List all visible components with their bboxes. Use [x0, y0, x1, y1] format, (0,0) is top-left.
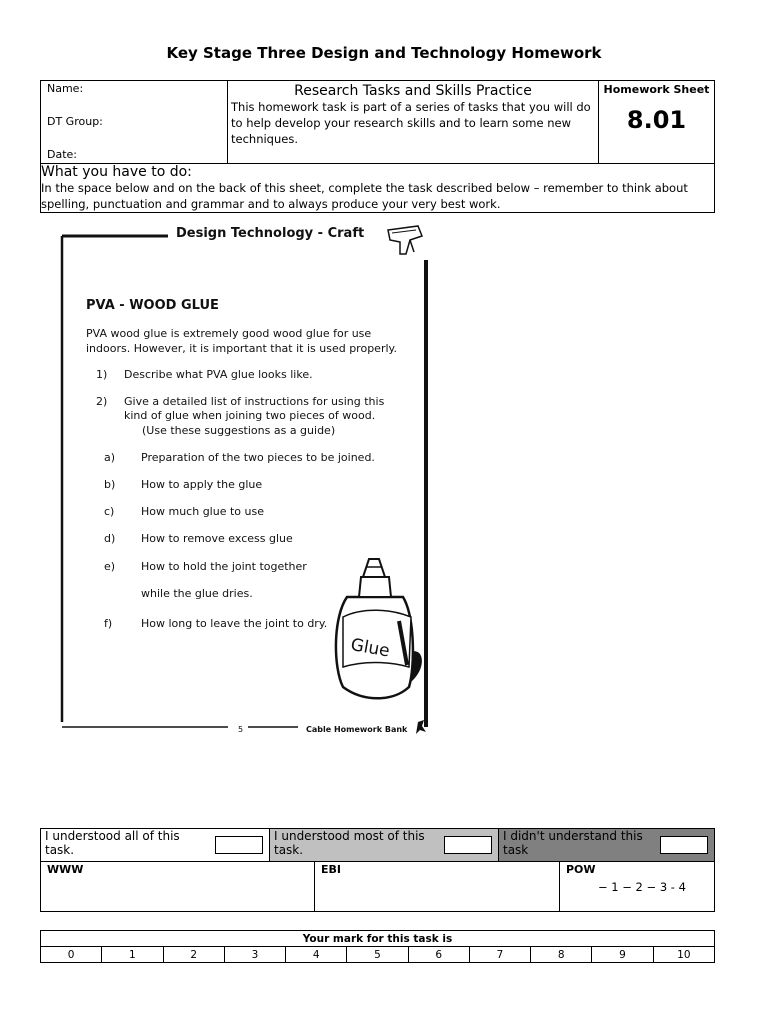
worksheet-image: [48, 222, 438, 742]
guide-item-letter: a): [104, 451, 116, 464]
mark-option[interactable]: 0: [41, 947, 102, 963]
guide-item-text: Preparation of the two pieces to be joined.: [141, 451, 375, 464]
task-info-cell: [228, 81, 599, 164]
guide-item-text: How long to leave the joint to dry.: [141, 617, 328, 630]
task-title: Research Tasks and Skills Practice: [294, 83, 532, 99]
sheet-number-cell: [599, 81, 715, 164]
pow-label: POW: [566, 863, 596, 876]
dt-group-field[interactable]: DT Group:: [47, 115, 103, 128]
sheet-label: Homework Sheet: [603, 83, 710, 96]
header-table: [40, 80, 715, 213]
guide-item-text: How to remove excess glue: [141, 532, 293, 545]
page-number: 5: [238, 725, 244, 734]
instructions-body: In the space below and on the back of this sheet, complete the task described below – remember to think about spelling, punctuation and grammar and to always produce your very best work.: [41, 181, 688, 211]
mark-option[interactable]: 10: [653, 947, 714, 963]
intro-line-1: PVA wood glue is extremely good wood glue for use: [86, 327, 372, 340]
q2-line-3: (Use these suggestions as a guide): [142, 424, 336, 437]
guide-item-letter: c): [104, 505, 115, 518]
ebi-cell[interactable]: [315, 862, 560, 912]
name-field[interactable]: Name:: [47, 82, 84, 95]
mark-option[interactable]: 1: [102, 947, 163, 963]
guide-item-letter: d): [104, 532, 116, 545]
understood-most-label: I understood most of this task.: [274, 829, 425, 857]
guide-item-letter: f): [104, 617, 113, 630]
student-fields-cell: [41, 81, 228, 164]
page-title: Key Stage Three Design and Technology Homework: [166, 44, 602, 62]
mark-option[interactable]: 2: [163, 947, 224, 963]
intro-line-2: indoors. However, it is important that it is used properly.: [86, 342, 397, 355]
q2-line-1: Give a detailed list of instructions for using this: [124, 395, 385, 408]
q2-number: 2): [96, 395, 108, 408]
mark-scale-row: [41, 947, 715, 963]
www-label: WWW: [47, 863, 84, 876]
worksheet-heading: PVA - WOOD GLUE: [86, 298, 219, 313]
mark-option[interactable]: 9: [592, 947, 653, 963]
mark-table: [40, 930, 715, 963]
task-description: This homework task is part of a series of tasks that you will do to help develop your research skills and to learn some new techniques.: [231, 100, 591, 146]
understanding-table: [40, 828, 715, 862]
guide-item-text: How to hold the joint together: [141, 560, 307, 573]
understood-all-checkbox[interactable]: [215, 836, 263, 854]
worksheet-footer: Cable Homework Bank: [306, 725, 408, 734]
bottle-label: Glue: [349, 635, 392, 662]
pow-cell[interactable]: [560, 862, 715, 912]
guide-item-text: How to apply the glue: [141, 478, 263, 491]
mark-option[interactable]: 4: [286, 947, 347, 963]
mark-option[interactable]: 7: [469, 947, 530, 963]
didnt-understand-checkbox[interactable]: [660, 836, 708, 854]
instructions-cell: [41, 164, 715, 213]
mark-option[interactable]: 3: [224, 947, 285, 963]
guide-item-letter: b): [104, 478, 116, 491]
understood-all-label: I understood all of this task.: [45, 829, 180, 857]
mark-option[interactable]: 6: [408, 947, 469, 963]
q1-text: Describe what PVA glue looks like.: [124, 368, 313, 381]
guide-item-text: while the glue dries.: [141, 587, 253, 600]
understood-most-cell: [270, 829, 499, 862]
sheet-number: 8.01: [626, 106, 687, 134]
q2-line-2: kind of glue when joining two pieces of wood.: [124, 409, 376, 422]
didnt-understand-label: I didn't understand this task: [503, 829, 643, 857]
mark-option[interactable]: 8: [531, 947, 592, 963]
worksheet-banner: Design Technology - Craft: [176, 226, 365, 241]
guide-item-letter: e): [104, 560, 116, 573]
ebi-label: EBI: [321, 863, 341, 876]
pow-scale: − 1 − 2 − 3 - 4: [598, 880, 686, 894]
www-cell[interactable]: [41, 862, 315, 912]
understood-most-checkbox[interactable]: [444, 836, 492, 854]
understood-all-cell: [41, 829, 270, 862]
mark-title: Your mark for this task is: [41, 931, 715, 947]
date-field[interactable]: Date:: [47, 148, 77, 161]
instructions-title: What you have to do:: [41, 164, 192, 180]
feedback-table: [40, 861, 715, 912]
mark-option[interactable]: 5: [347, 947, 408, 963]
guide-item-text: How much glue to use: [141, 505, 264, 518]
didnt-understand-cell: [499, 829, 715, 862]
q1-number: 1): [96, 368, 108, 381]
